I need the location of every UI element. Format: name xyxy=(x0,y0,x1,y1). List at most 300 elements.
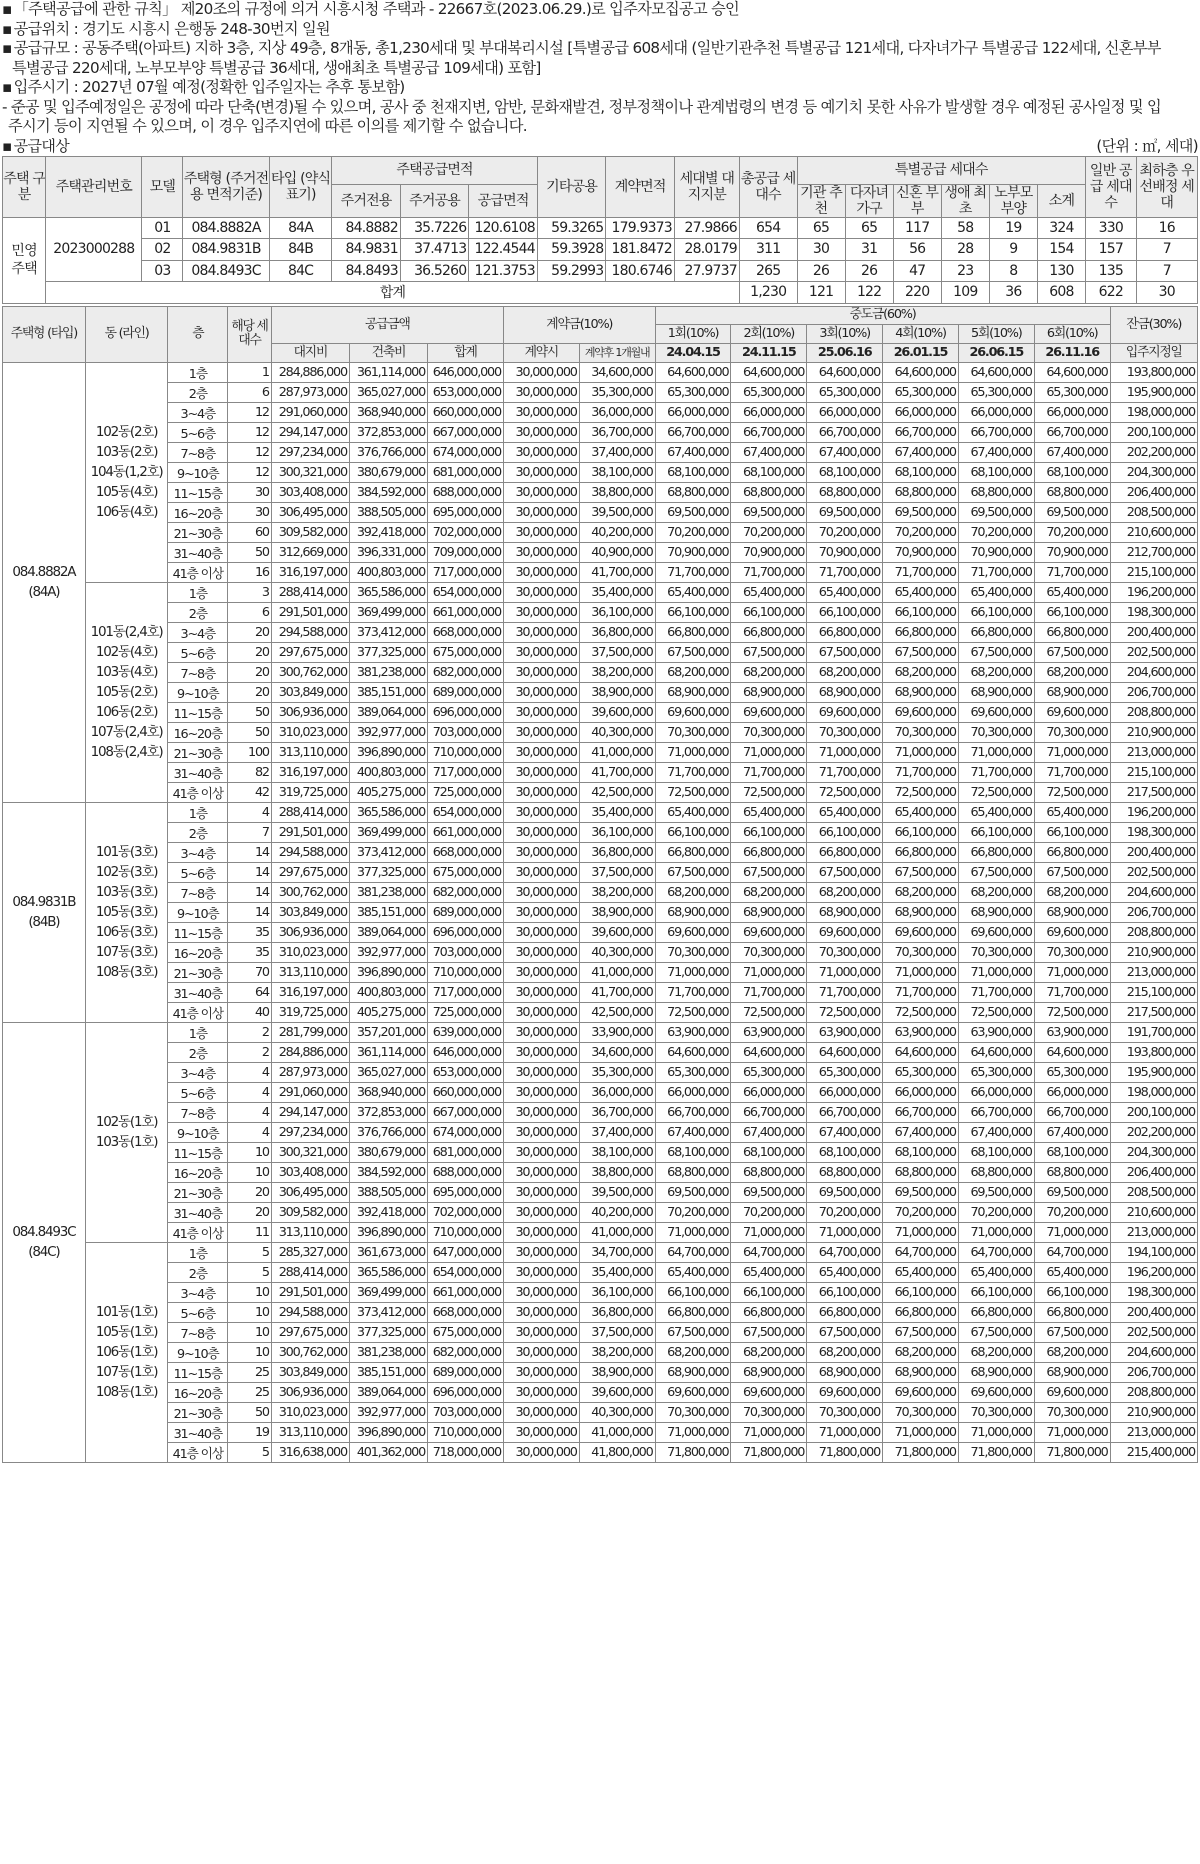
building-price-cell: 365,027,000 xyxy=(349,382,427,402)
units-cell: 20 xyxy=(228,1202,272,1222)
supply-general-cell: 157 xyxy=(1086,239,1136,261)
units-cell: 12 xyxy=(228,422,272,442)
middle-payment-5-cell: 71,000,000 xyxy=(958,1422,1034,1442)
total-price-cell: 654,000,000 xyxy=(428,1262,504,1282)
supply-table-body xyxy=(3,217,1198,303)
land-price-cell: 300,321,000 xyxy=(271,462,349,482)
middle-payment-6-cell: 69,600,000 xyxy=(1034,702,1110,722)
middle-payment-2-cell: 68,200,000 xyxy=(731,662,807,682)
balance-cell: 206,400,000 xyxy=(1110,1162,1197,1182)
middle-payment-6-cell: 67,500,000 xyxy=(1034,862,1110,882)
middle-payment-5-cell: 65,300,000 xyxy=(958,382,1034,402)
balance-cell: 206,700,000 xyxy=(1110,1362,1197,1382)
total-value-cell: 36 xyxy=(989,282,1037,304)
middle-payment-4-cell: 68,800,000 xyxy=(883,1162,959,1182)
middle-payment-1-cell: 66,000,000 xyxy=(655,402,731,422)
middle-payment-3-cell: 68,900,000 xyxy=(807,1362,883,1382)
price-row xyxy=(3,822,1198,842)
building-price-cell: 372,853,000 xyxy=(349,1102,427,1122)
deposit-after-cell: 37,500,000 xyxy=(579,1322,655,1342)
middle-payment-6-cell: 68,200,000 xyxy=(1034,662,1110,682)
total-price-cell: 667,000,000 xyxy=(428,1102,504,1122)
middle-payment-6-cell: 72,500,000 xyxy=(1034,782,1110,802)
middle-payment-3-cell: 72,500,000 xyxy=(807,782,883,802)
middle-payment-6-cell: 71,000,000 xyxy=(1034,962,1110,982)
supply-private-area-cell: 84.9831 xyxy=(332,239,401,261)
total-price-cell: 703,000,000 xyxy=(428,722,504,742)
middle-payment-6-cell: 65,300,000 xyxy=(1034,1062,1110,1082)
balance-cell: 202,500,000 xyxy=(1110,1322,1197,1342)
balance-cell: 215,400,000 xyxy=(1110,1442,1197,1462)
middle-payment-6-cell: 65,400,000 xyxy=(1034,802,1110,822)
land-price-cell: 316,638,000 xyxy=(271,1442,349,1462)
middle-payment-4-cell: 68,900,000 xyxy=(883,902,959,922)
land-price-cell: 303,849,000 xyxy=(271,682,349,702)
th-general: 일반 공급 세대수 xyxy=(1086,156,1136,217)
section-header xyxy=(2,137,1198,156)
middle-payment-5-cell: 72,500,000 xyxy=(958,1002,1034,1022)
deposit-on-cell: 30,000,000 xyxy=(503,1062,579,1082)
building-price-cell: 388,505,000 xyxy=(349,502,427,522)
floor-cell: 31~40층 xyxy=(168,982,228,1002)
middle-payment-5-cell: 67,500,000 xyxy=(958,642,1034,662)
land-price-cell: 294,588,000 xyxy=(271,842,349,862)
middle-payment-6-cell: 69,600,000 xyxy=(1034,1382,1110,1402)
total-price-cell: 696,000,000 xyxy=(428,702,504,722)
middle-payment-1-cell: 68,100,000 xyxy=(655,1142,731,1162)
deposit-on-cell: 30,000,000 xyxy=(503,1002,579,1022)
middle-payment-6-cell: 71,700,000 xyxy=(1034,562,1110,582)
th2-mid-date-5: 26.06.15 xyxy=(958,344,1034,363)
units-cell: 14 xyxy=(228,902,272,922)
deposit-after-cell: 41,700,000 xyxy=(579,562,655,582)
total-price-cell: 646,000,000 xyxy=(428,1042,504,1062)
middle-payment-3-cell: 69,600,000 xyxy=(807,702,883,722)
th-sp-first: 생애 최초 xyxy=(941,184,989,217)
middle-payment-5-cell: 70,300,000 xyxy=(958,942,1034,962)
balance-cell: 215,100,000 xyxy=(1110,762,1197,782)
balance-cell: 210,900,000 xyxy=(1110,942,1197,962)
middle-payment-5-cell: 68,200,000 xyxy=(958,1342,1034,1362)
middle-payment-1-cell: 66,700,000 xyxy=(655,422,731,442)
middle-payment-6-cell: 66,800,000 xyxy=(1034,1302,1110,1322)
dong-line-cell: 102동(1호) 103동(1호) xyxy=(85,1022,168,1242)
price-row xyxy=(3,1162,1198,1182)
notice-block xyxy=(2,0,1198,137)
total-price-cell: 661,000,000 xyxy=(428,602,504,622)
deposit-on-cell: 30,000,000 xyxy=(503,462,579,482)
deposit-on-cell: 30,000,000 xyxy=(503,822,579,842)
deposit-on-cell: 30,000,000 xyxy=(503,622,579,642)
total-label-cell: 합계 xyxy=(46,282,740,304)
middle-payment-1-cell: 68,800,000 xyxy=(655,1162,731,1182)
middle-payment-5-cell: 68,200,000 xyxy=(958,662,1034,682)
middle-payment-3-cell: 65,300,000 xyxy=(807,382,883,402)
middle-payment-3-cell: 64,700,000 xyxy=(807,1242,883,1262)
middle-payment-5-cell: 65,400,000 xyxy=(958,802,1034,822)
floor-cell: 3~4층 xyxy=(168,1282,228,1302)
middle-payment-6-cell: 68,900,000 xyxy=(1034,1362,1110,1382)
balance-cell: 195,900,000 xyxy=(1110,382,1197,402)
land-price-cell: 316,197,000 xyxy=(271,982,349,1002)
middle-payment-2-cell: 72,500,000 xyxy=(731,782,807,802)
middle-payment-1-cell: 69,500,000 xyxy=(655,1182,731,1202)
supply-housing-type-cell: 084.8882A xyxy=(183,217,270,239)
building-price-cell: 373,412,000 xyxy=(349,1302,427,1322)
land-price-cell: 313,110,000 xyxy=(271,962,349,982)
dong-line-cell: 101동(3호) 102동(3호) 103동(3호) 105동(3호) 106동(3호) 107동(3호) 108동(3호) xyxy=(85,802,168,1022)
building-price-cell: 389,064,000 xyxy=(349,922,427,942)
middle-payment-2-cell: 65,300,000 xyxy=(731,1062,807,1082)
middle-payment-6-cell: 64,700,000 xyxy=(1034,1242,1110,1262)
middle-payment-2-cell: 67,500,000 xyxy=(731,862,807,882)
total-price-cell: 702,000,000 xyxy=(428,522,504,542)
building-price-cell: 385,151,000 xyxy=(349,902,427,922)
deposit-after-cell: 41,000,000 xyxy=(579,742,655,762)
balance-cell: 200,400,000 xyxy=(1110,622,1197,642)
building-price-cell: 368,940,000 xyxy=(349,402,427,422)
deposit-after-cell: 40,200,000 xyxy=(579,522,655,542)
deposit-after-cell: 40,300,000 xyxy=(579,722,655,742)
floor-cell: 16~20층 xyxy=(168,722,228,742)
deposit-after-cell: 40,200,000 xyxy=(579,1202,655,1222)
middle-payment-3-cell: 69,600,000 xyxy=(807,922,883,942)
land-price-cell: 291,060,000 xyxy=(271,402,349,422)
price-row xyxy=(3,1282,1198,1302)
units-cell: 20 xyxy=(228,622,272,642)
land-price-cell: 284,886,000 xyxy=(271,362,349,382)
floor-cell: 21~30층 xyxy=(168,962,228,982)
balance-cell: 198,000,000 xyxy=(1110,402,1197,422)
th-other-common: 기타공용 xyxy=(537,156,606,217)
price-row xyxy=(3,1362,1198,1382)
floor-cell: 31~40층 xyxy=(168,1202,228,1222)
middle-payment-5-cell: 70,300,000 xyxy=(958,722,1034,742)
deposit-after-cell: 35,400,000 xyxy=(579,582,655,602)
price-row xyxy=(3,1002,1198,1022)
middle-payment-6-cell: 63,900,000 xyxy=(1034,1022,1110,1042)
units-cell: 35 xyxy=(228,942,272,962)
middle-payment-1-cell: 68,200,000 xyxy=(655,662,731,682)
th-sp-sub: 소계 xyxy=(1037,184,1085,217)
middle-payment-6-cell: 68,900,000 xyxy=(1034,682,1110,702)
deposit-after-cell: 39,600,000 xyxy=(579,702,655,722)
building-price-cell: 396,890,000 xyxy=(349,962,427,982)
middle-payment-4-cell: 66,800,000 xyxy=(883,1302,959,1322)
units-cell: 16 xyxy=(228,562,272,582)
middle-payment-2-cell: 65,400,000 xyxy=(731,582,807,602)
building-price-cell: 389,064,000 xyxy=(349,1382,427,1402)
middle-payment-2-cell: 66,100,000 xyxy=(731,602,807,622)
price-row xyxy=(3,502,1198,522)
supply-sp-sub-cell: 130 xyxy=(1037,260,1085,282)
floor-cell: 5~6층 xyxy=(168,1302,228,1322)
middle-payment-4-cell: 70,300,000 xyxy=(883,942,959,962)
land-price-cell: 291,060,000 xyxy=(271,1082,349,1102)
middle-payment-1-cell: 70,900,000 xyxy=(655,542,731,562)
unit-label: (단위 : ㎡, 세대) xyxy=(1096,136,1198,155)
deposit-on-cell: 30,000,000 xyxy=(503,1302,579,1322)
housing-type-cell: 084.9831B (84B) xyxy=(3,802,86,1022)
supply-row xyxy=(3,217,1198,239)
supply-supply-area-cell: 121.3753 xyxy=(469,260,538,282)
th2-mid-2: 2회(10%) xyxy=(731,325,807,344)
floor-cell: 11~15층 xyxy=(168,1362,228,1382)
building-price-cell: 400,803,000 xyxy=(349,562,427,582)
building-price-cell: 381,238,000 xyxy=(349,662,427,682)
supply-sp-elder-cell: 19 xyxy=(989,217,1037,239)
balance-cell: 200,100,000 xyxy=(1110,1102,1197,1122)
balance-cell: 217,500,000 xyxy=(1110,782,1197,802)
middle-payment-5-cell: 66,100,000 xyxy=(958,822,1034,842)
total-price-cell: 667,000,000 xyxy=(428,422,504,442)
middle-payment-4-cell: 71,800,000 xyxy=(883,1442,959,1462)
th-sp-multi: 다자녀 가구 xyxy=(845,184,893,217)
middle-payment-4-cell: 69,600,000 xyxy=(883,702,959,722)
middle-payment-1-cell: 67,500,000 xyxy=(655,1322,731,1342)
deposit-after-cell: 40,900,000 xyxy=(579,542,655,562)
deposit-after-cell: 38,800,000 xyxy=(579,1162,655,1182)
floor-cell: 16~20층 xyxy=(168,1162,228,1182)
deposit-on-cell: 30,000,000 xyxy=(503,1322,579,1342)
middle-payment-5-cell: 68,900,000 xyxy=(958,682,1034,702)
supply-sp-multi-cell: 26 xyxy=(845,260,893,282)
units-cell: 60 xyxy=(228,522,272,542)
middle-payment-3-cell: 67,400,000 xyxy=(807,442,883,462)
middle-payment-3-cell: 65,400,000 xyxy=(807,802,883,822)
balance-cell: 196,200,000 xyxy=(1110,1262,1197,1282)
land-price-cell: 297,234,000 xyxy=(271,1122,349,1142)
units-cell: 10 xyxy=(228,1162,272,1182)
middle-payment-4-cell: 68,900,000 xyxy=(883,1362,959,1382)
th2-deposit: 계약금(10%) xyxy=(503,306,655,344)
middle-payment-1-cell: 64,600,000 xyxy=(655,362,731,382)
total-price-cell: 675,000,000 xyxy=(428,862,504,882)
supply-sp-first-cell: 28 xyxy=(941,239,989,261)
middle-payment-2-cell: 71,000,000 xyxy=(731,1422,807,1442)
total-price-cell: 689,000,000 xyxy=(428,1362,504,1382)
land-price-cell: 281,799,000 xyxy=(271,1022,349,1042)
total-price-cell: 702,000,000 xyxy=(428,1202,504,1222)
deposit-on-cell: 30,000,000 xyxy=(503,862,579,882)
units-cell: 25 xyxy=(228,1362,272,1382)
deposit-on-cell: 30,000,000 xyxy=(503,582,579,602)
middle-payment-2-cell: 70,200,000 xyxy=(731,522,807,542)
middle-payment-4-cell: 70,900,000 xyxy=(883,542,959,562)
total-price-cell: 710,000,000 xyxy=(428,742,504,762)
total-price-cell: 717,000,000 xyxy=(428,562,504,582)
building-price-cell: 377,325,000 xyxy=(349,642,427,662)
balance-cell: 204,300,000 xyxy=(1110,1142,1197,1162)
building-price-cell: 396,890,000 xyxy=(349,742,427,762)
land-price-cell: 300,762,000 xyxy=(271,662,349,682)
balance-cell: 210,600,000 xyxy=(1110,1202,1197,1222)
middle-payment-3-cell: 68,900,000 xyxy=(807,682,883,702)
middle-payment-2-cell: 68,900,000 xyxy=(731,682,807,702)
deposit-on-cell: 30,000,000 xyxy=(503,922,579,942)
land-price-cell: 303,408,000 xyxy=(271,1162,349,1182)
middle-payment-4-cell: 71,700,000 xyxy=(883,762,959,782)
floor-cell: 7~8층 xyxy=(168,1102,228,1122)
building-price-cell: 392,418,000 xyxy=(349,522,427,542)
deposit-on-cell: 30,000,000 xyxy=(503,642,579,662)
middle-payment-2-cell: 66,100,000 xyxy=(731,822,807,842)
middle-payment-6-cell: 68,800,000 xyxy=(1034,1162,1110,1182)
floor-cell: 3~4층 xyxy=(168,842,228,862)
balance-cell: 213,000,000 xyxy=(1110,962,1197,982)
middle-payment-1-cell: 67,400,000 xyxy=(655,442,731,462)
balance-cell: 204,600,000 xyxy=(1110,1342,1197,1362)
floor-cell: 2층 xyxy=(168,822,228,842)
floor-cell: 7~8층 xyxy=(168,882,228,902)
floor-cell: 21~30층 xyxy=(168,1402,228,1422)
price-row xyxy=(3,662,1198,682)
floor-cell: 3~4층 xyxy=(168,402,228,422)
price-row xyxy=(3,1382,1198,1402)
middle-payment-2-cell: 67,400,000 xyxy=(731,442,807,462)
middle-payment-2-cell: 67,500,000 xyxy=(731,1322,807,1342)
middle-payment-5-cell: 69,600,000 xyxy=(958,1382,1034,1402)
middle-payment-2-cell: 66,700,000 xyxy=(731,422,807,442)
middle-payment-5-cell: 63,900,000 xyxy=(958,1022,1034,1042)
total-price-cell: 710,000,000 xyxy=(428,1422,504,1442)
supply-sp-elder-cell: 9 xyxy=(989,239,1037,261)
balance-cell: 206,400,000 xyxy=(1110,482,1197,502)
balance-cell: 208,800,000 xyxy=(1110,922,1197,942)
middle-payment-6-cell: 67,500,000 xyxy=(1034,1322,1110,1342)
middle-payment-3-cell: 71,700,000 xyxy=(807,762,883,782)
middle-payment-2-cell: 66,100,000 xyxy=(731,1282,807,1302)
balance-cell: 200,400,000 xyxy=(1110,1302,1197,1322)
deposit-on-cell: 30,000,000 xyxy=(503,802,579,822)
deposit-after-cell: 41,700,000 xyxy=(579,762,655,782)
middle-payment-6-cell: 70,300,000 xyxy=(1034,1402,1110,1422)
deposit-after-cell: 41,800,000 xyxy=(579,1442,655,1462)
price-row xyxy=(3,462,1198,482)
deposit-after-cell: 40,300,000 xyxy=(579,942,655,962)
middle-payment-3-cell: 71,000,000 xyxy=(807,1222,883,1242)
price-row xyxy=(3,702,1198,722)
middle-payment-2-cell: 69,600,000 xyxy=(731,922,807,942)
land-price-cell: 310,023,000 xyxy=(271,722,349,742)
middle-payment-2-cell: 67,400,000 xyxy=(731,1122,807,1142)
deposit-on-cell: 30,000,000 xyxy=(503,502,579,522)
notice-approval: ▪ 「주택공급에 관한 규칙」 제20조의 규정에 의거 시흥시청 주택과 - 22667호(2023.06.29.)로 입주자모집공고 승인 xyxy=(2,0,1198,20)
deposit-after-cell: 36,000,000 xyxy=(579,1082,655,1102)
balance-cell: 215,100,000 xyxy=(1110,562,1197,582)
middle-payment-1-cell: 65,400,000 xyxy=(655,582,731,602)
middle-payment-3-cell: 71,800,000 xyxy=(807,1442,883,1462)
middle-payment-5-cell: 67,400,000 xyxy=(958,1122,1034,1142)
units-cell: 6 xyxy=(228,602,272,622)
price-row xyxy=(3,1142,1198,1162)
middle-payment-2-cell: 71,800,000 xyxy=(731,1442,807,1462)
price-row xyxy=(3,762,1198,782)
land-price-cell: 303,408,000 xyxy=(271,482,349,502)
middle-payment-4-cell: 65,400,000 xyxy=(883,582,959,602)
price-row xyxy=(3,782,1198,802)
balance-cell: 202,500,000 xyxy=(1110,642,1197,662)
middle-payment-1-cell: 69,600,000 xyxy=(655,1382,731,1402)
middle-payment-4-cell: 66,800,000 xyxy=(883,842,959,862)
land-price-cell: 294,147,000 xyxy=(271,422,349,442)
middle-payment-5-cell: 70,300,000 xyxy=(958,1402,1034,1422)
middle-payment-1-cell: 72,500,000 xyxy=(655,1002,731,1022)
building-price-cell: 380,679,000 xyxy=(349,462,427,482)
middle-payment-4-cell: 71,000,000 xyxy=(883,1222,959,1242)
middle-payment-6-cell: 71,000,000 xyxy=(1034,1422,1110,1442)
middle-payment-1-cell: 71,000,000 xyxy=(655,742,731,762)
supply-contract-area-cell: 181.8472 xyxy=(606,239,675,261)
middle-payment-3-cell: 64,600,000 xyxy=(807,362,883,382)
middle-payment-1-cell: 68,900,000 xyxy=(655,682,731,702)
total-value-cell: 122 xyxy=(845,282,893,304)
middle-payment-1-cell: 65,400,000 xyxy=(655,802,731,822)
deposit-on-cell: 30,000,000 xyxy=(503,1122,579,1142)
floor-cell: 41층 이상 xyxy=(168,1002,228,1022)
middle-payment-4-cell: 66,100,000 xyxy=(883,1282,959,1302)
building-price-cell: 365,586,000 xyxy=(349,1262,427,1282)
th2-mid-date-1: 24.04.15 xyxy=(655,344,731,363)
supply-supply-area-cell: 122.4544 xyxy=(469,239,538,261)
units-cell: 14 xyxy=(228,862,272,882)
middle-payment-4-cell: 72,500,000 xyxy=(883,782,959,802)
balance-cell: 213,000,000 xyxy=(1110,1422,1197,1442)
middle-payment-6-cell: 64,600,000 xyxy=(1034,1042,1110,1062)
land-price-cell: 287,973,000 xyxy=(271,382,349,402)
deposit-on-cell: 30,000,000 xyxy=(503,1382,579,1402)
deposit-on-cell: 30,000,000 xyxy=(503,1262,579,1282)
units-cell: 4 xyxy=(228,1082,272,1102)
middle-payment-4-cell: 72,500,000 xyxy=(883,1002,959,1022)
price-row xyxy=(3,942,1198,962)
middle-payment-1-cell: 71,700,000 xyxy=(655,982,731,1002)
floor-cell: 1층 xyxy=(168,1242,228,1262)
total-value-cell: 109 xyxy=(941,282,989,304)
price-row xyxy=(3,642,1198,662)
middle-payment-3-cell: 69,500,000 xyxy=(807,502,883,522)
middle-payment-1-cell: 67,500,000 xyxy=(655,642,731,662)
middle-payment-5-cell: 65,400,000 xyxy=(958,1262,1034,1282)
deposit-after-cell: 41,000,000 xyxy=(579,1222,655,1242)
price-table xyxy=(2,306,1198,1463)
middle-payment-1-cell: 69,600,000 xyxy=(655,922,731,942)
deposit-on-cell: 30,000,000 xyxy=(503,762,579,782)
total-price-cell: 717,000,000 xyxy=(428,762,504,782)
middle-payment-4-cell: 67,500,000 xyxy=(883,1322,959,1342)
building-price-cell: 365,027,000 xyxy=(349,1062,427,1082)
middle-payment-3-cell: 69,500,000 xyxy=(807,1182,883,1202)
land-price-cell: 313,110,000 xyxy=(271,742,349,762)
deposit-after-cell: 38,900,000 xyxy=(579,902,655,922)
balance-cell: 208,500,000 xyxy=(1110,1182,1197,1202)
land-price-cell: 319,725,000 xyxy=(271,1002,349,1022)
land-price-cell: 285,327,000 xyxy=(271,1242,349,1262)
middle-payment-3-cell: 68,800,000 xyxy=(807,1162,883,1182)
middle-payment-6-cell: 67,500,000 xyxy=(1034,642,1110,662)
supply-model-cell: 02 xyxy=(142,239,183,261)
middle-payment-6-cell: 68,800,000 xyxy=(1034,482,1110,502)
supply-contract-area-cell: 180.6746 xyxy=(606,260,675,282)
land-price-cell: 294,588,000 xyxy=(271,1302,349,1322)
middle-payment-5-cell: 71,700,000 xyxy=(958,562,1034,582)
middle-payment-6-cell: 66,000,000 xyxy=(1034,402,1110,422)
land-price-cell: 300,762,000 xyxy=(271,882,349,902)
middle-payment-3-cell: 68,800,000 xyxy=(807,482,883,502)
total-price-cell: 710,000,000 xyxy=(428,962,504,982)
deposit-on-cell: 30,000,000 xyxy=(503,722,579,742)
balance-cell: 213,000,000 xyxy=(1110,742,1197,762)
